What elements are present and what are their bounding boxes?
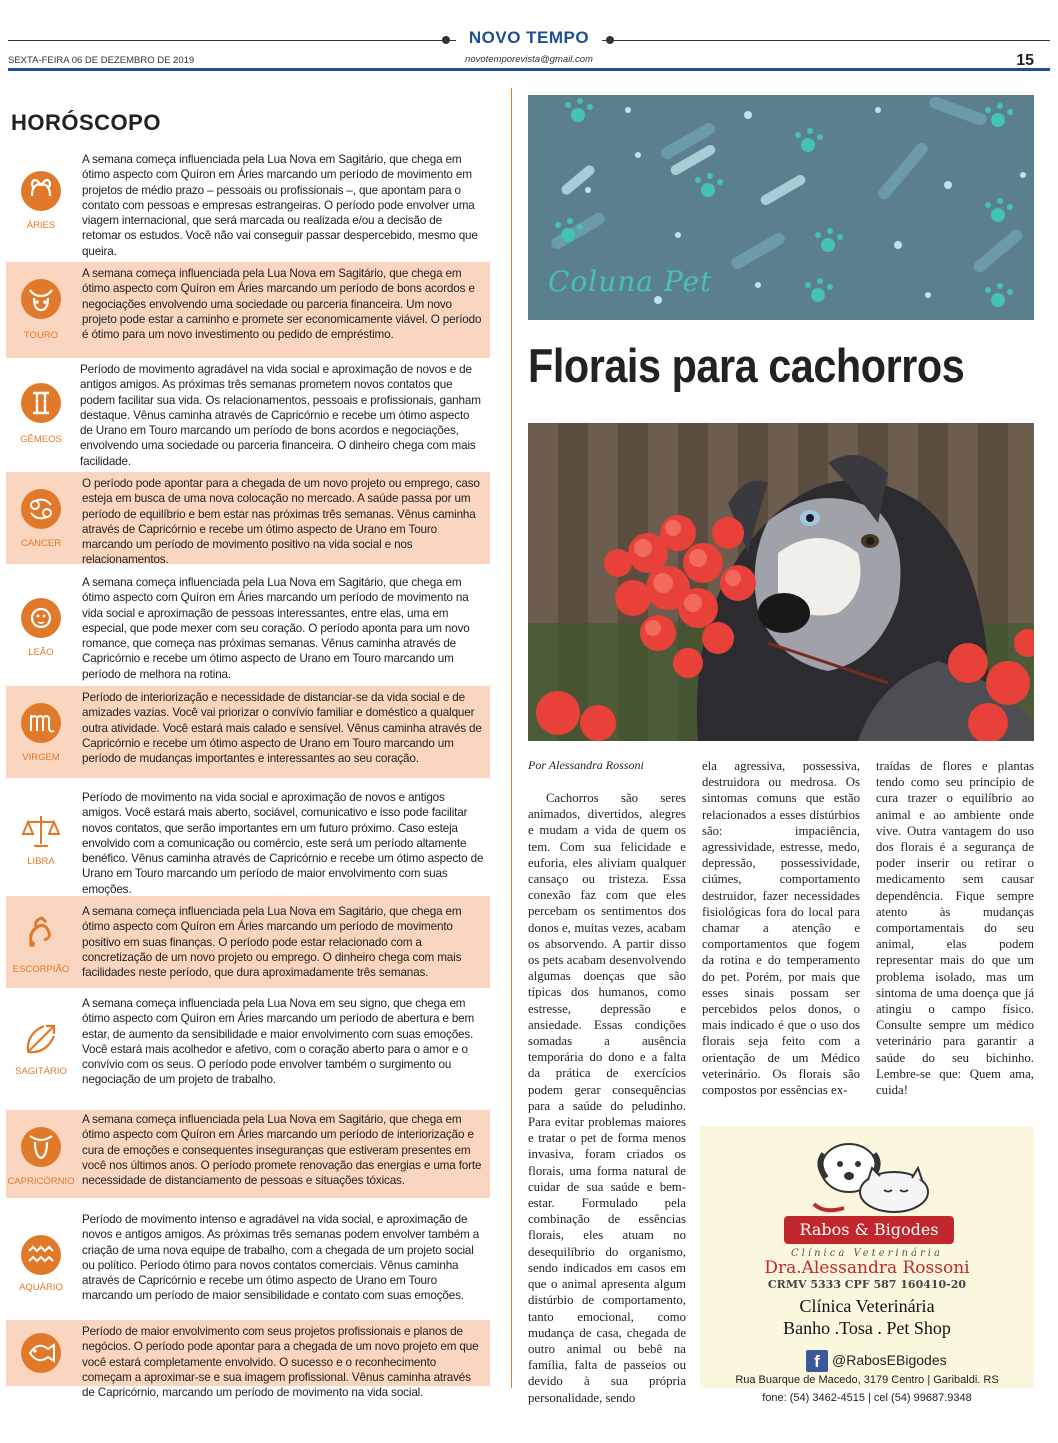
- sign-forecast: A semana começa influenciada pela Lua Nova em Sagitário, que chega em ótimo aspecto com Quíron em Áries marcando um período de bons acordos e negociações envolvendo uma sociedade ou parceria financeira. Um novo projeto pode estar a caminho e promete ser economicamente viável. O período é ótimo para um novo investimento ou pedido de empréstimo.: [82, 267, 482, 342]
- horoscope-sign-sagittarius: [6, 996, 490, 1106]
- horoscope-title: HORÓSCOPO: [11, 110, 161, 135]
- clinic-type: Clínica Veterinária: [799, 1296, 935, 1316]
- clinic-advertisement[interactable]: [700, 1126, 1034, 1404]
- contact-email[interactable]: novotemporevista@gmail.com: [465, 54, 593, 65]
- article-column-2: ela agressiva, possessiva, destruidora ou medrosa. Os sintomas comuns que estão relacionados a esses distúrbios são: impaciência, agressividade, estresse, medo, depressão, possessividade, ciúmes, comportamento destruidor, fazer necessidades fisiológicas fora do local para chamar a atenção e comportamentos que fogem da rotina e do temperamento do pet. Porém, por mais que esses sinais possam ser percebidos pelos donos, o mais indicado é que o uso dos florais seja feito com a orientação de um Médico veterinário. Os florais são compostos por essências ex-: [702, 759, 860, 1098]
- issue-date: SEXTA-FEIRA 06 DE DEZEMBRO DE 2019: [8, 55, 195, 66]
- gemini-icon: [20, 382, 62, 424]
- horoscope-sign-libra: [6, 790, 490, 896]
- sign-forecast: Período de movimento na vida social e aproximação de novos e antigos amigos. Você estará mais aberto, sociável, comunicativo e isso pode facilitar novos contatos, que serão importantes em um futuro próximo. Caso esteja envolvido com a comunicação ou comércio, este será um período altamente benéfico. Vênus caminha através de Capricórnio e recebe um ótimo aspecto de Urano em Touro marcando um período de maior envolvimento com suas emoções.: [82, 791, 484, 896]
- horoscope-sign-pisces: [6, 1320, 490, 1400]
- sign-name: CAPRICÓRNIO: [7, 1176, 75, 1187]
- sign-forecast: A semana começa influenciada pela Lua Nova em seu signo, que chega em ótimo aspecto com Quíron em Áries marcando um período de abertura e bem estar, de aumento da sensibilidade e maior envolvimento com suas emoções. Você estará mais acolhedor e afetivo, com o coração aberto para o amor e o convívio com os seus. O período pode envolver também o surgimento ou negociação de um projeto de trabalho.: [82, 997, 475, 1087]
- leo-icon: [20, 597, 62, 639]
- sign-forecast: A semana começa influenciada pela Lua Nova em Sagitário, que chega em ótimo aspecto com Quíron em Áries marcando um período de movimento em projetos de médio prazo – pessoais ou profissionais –, que apontam para o contato com pessoas e empresas estrangeiras. O período pode envolver uma viagem internacional, que será marcada ou realizada e/ou a decisão de retomar os estudos. Você não vai conseguir passar despercebido, mesmo que queira.: [82, 153, 478, 258]
- scorpio-icon: [20, 912, 62, 954]
- horoscope-sign-aquarius: [6, 1212, 490, 1316]
- sign-name: CANCER: [20, 538, 62, 549]
- sign-name: ESCORPIÃO: [12, 964, 70, 975]
- sign-forecast: A semana começa influenciada pela Lua Nova em Sagitário, que chega em ótimo aspecto com Quíron em Áries marcando um período de movimento na vida social e aproximação de pessoas interessantes, entre elas, uma em especial, que pode mexer com seu coração. O período aponta para um novo romance, que começa nas próximas semanas. Vênus caminha através de Capricórnio e recebe um ótimo aspecto de Urano em Touro marcando um período de melhora na rotina.: [82, 576, 470, 681]
- cancer-icon: [20, 488, 62, 530]
- horoscope-sign-taurus: [6, 262, 490, 358]
- sign-name: TOURO: [23, 330, 59, 341]
- clinic-subtitle: Clínica Veterinária: [791, 1248, 943, 1259]
- horoscope-sign-scorpio: [6, 896, 490, 988]
- facebook-icon[interactable]: f: [806, 1350, 828, 1372]
- clinic-brand: Rabos & Bigodes: [784, 1216, 954, 1244]
- horoscope-sign-aries: [6, 152, 490, 256]
- doctor-name: Dra.Alessandra Rossoni: [764, 1258, 970, 1278]
- clinic-address: Rua Buarque de Macedo, 3179 Centro | Garibaldi. RS: [735, 1374, 999, 1386]
- sign-forecast: Período de maior envolvimento com seus projetos profissionais e planos de negócios. O período pode apontar para a chegada de um novo projeto em que você estará completamente envolvido. O sucesso e o reconhecimento começam a aproximar-se e sua imagem profissional. Vênus caminha através de Capricórnio, marcando um período de movimento na vida social.: [82, 1325, 479, 1400]
- horoscope-sign-virgo: [6, 686, 490, 778]
- page-number: 15: [1016, 52, 1034, 69]
- article-byline: Por Alessandra Rossoni: [528, 758, 644, 772]
- column-divider: [511, 88, 512, 1388]
- article-headline: Florais para cachorros: [528, 339, 965, 392]
- sign-name: SAGITÁRIO: [15, 1066, 67, 1077]
- facebook-handle[interactable]: @RabosEBigodes: [832, 1352, 947, 1368]
- virgo-icon: [20, 702, 62, 744]
- article-column-1: Cachorros são seres animados, divertidos, alegres e mudam a vida de quem os tem. Com sua felicidade e euforia, eles aliviam qualquer cansaço ou tristeza. Essa conexão faz com que eles percebam os sentimentos dos donos e, muitas vezes, acabam os absorvendo. A partir disso os pets acabam desenvolvendo algumas doenças que são típicas dos humanos, como estresse, depressão e ansiedade. Essas condições somadas a ausência temporária do dono e a falta da prática de exercícios podem gerar consequências para a saúde do peludinho. Para evitar problemas maiores e tratar o pet de forma menos invasiva, foram criados os florais, uma forma natural de cuidar de sua saúde e bem-estar. Formulado pela combinação de essências florais, eles atuam no desequilíbrio do organismo, sendo indicados em casos em que o animal apresenta algum distúrbio de comportamento, tanto emocional, como mudança de casa, chegada de outro animal ou bebê na família, falta de passeios ou devido à sua própria personalidade, sendo: [528, 791, 686, 1405]
- horoscope-sign-leo: [6, 575, 490, 679]
- dog-with-flowers-photo: [528, 423, 1034, 741]
- newspaper-brand: NOVO TEMPO: [468, 28, 590, 47]
- libra-icon: [20, 810, 62, 852]
- dog-and-cat-mascot-icon: [804, 1134, 934, 1218]
- aries-icon: [20, 170, 62, 212]
- horoscope-sign-capricorn: [6, 1110, 490, 1198]
- sagittarius-icon: [20, 1018, 62, 1060]
- clinic-phones: fone: (54) 3462-4515 | cel (54) 99687.9348: [762, 1392, 972, 1404]
- sign-name: VIRGEM: [22, 752, 60, 763]
- pet-column-banner: [528, 95, 1034, 320]
- pet-column-title: Coluna Pet: [548, 265, 713, 298]
- sign-forecast: A semana começa influenciada pela Lua Nova em Sagitário, que chega em ótimo aspecto com Quíron em Áries marcando um período de interiorização e cura de emoções e consequentes inseguranças que estiveram presentes em você nos últimos anos. O período promete renovação das energias e uma forte necessidade de distanciamento de pessoas e situações tóxicas.: [82, 1113, 482, 1188]
- article-column-3: traídas de flores e plantas tendo como seu princípio de cura trazer o equilíbrio ao animal e ao ambiente onde vive. Outra vantagem do uso dos florais é a segurança de poder inserir ou retirar o medicamento sem causar dependência. Fique sempre atento às mudanças comportamentais do seu animal, elas podem representar mais do que um problema isolado, mas um sintoma de uma doença que já atingiu o campo físico. Consulte sempre um médico veterinário para garantir a saúde do seu bichinho. Lembre-se que: Quem ama, cuida!: [876, 759, 1034, 1098]
- sign-forecast: O período pode apontar para a chegada de um novo projeto ou emprego, caso esteja em busca de uma nova colocação no mercado. A saúde passa por um período de equilíbrio e bem estar nas próximas três semanas. Vênus caminha através de Capricórnio e recebe um ótimo aspecto de Urano em Touro marcando um período de movimento positivo na vida social e nos relacionamentos.: [82, 477, 480, 567]
- horoscope-sign-cancer: [6, 472, 490, 567]
- sign-forecast: Período de movimento agradável na vida social e aproximação de novos e de antigos amigos. As próximas três semanas prometem novos contatos que podem facilitar sua vida. Os relacionamentos, pessoais e profissionais, ganham destaque. Vênus caminha através de Capricórnio e recebe um ótimo aspecto de Urano em Touro marcando um período de bons acordos e negociações, envolvendo uma sociedade ou parceria financeira. O dinheiro chega com mais facilidade.: [80, 363, 481, 468]
- capricorn-icon: [20, 1126, 62, 1168]
- horoscope-sign-gemini: [6, 362, 490, 466]
- sign-forecast: Período de interiorização e necessidade de distanciar-se da vida social e de amizades vazias. Você vai priorizar o convívio familiar e doméstico a qualquer outra atividade. Você estará mais calado e sensível. Vênus caminha através de Capricórnio e recebe um ótimo aspecto de Urano em Touro marcando um período de mudanças importantes e interessantes ao seu coração.: [82, 691, 482, 766]
- sign-name: LIBRA: [27, 856, 55, 867]
- sign-name: AQUÁRIO: [19, 1282, 63, 1293]
- sign-name: LEÃO: [28, 647, 54, 658]
- pisces-icon: [20, 1332, 62, 1374]
- aquarius-icon: [20, 1234, 62, 1276]
- header-rule-bottom: [8, 68, 1050, 71]
- sign-forecast: Período de movimento intenso e agradável na vida social, e aproximação de novos e antigos amigos. As próximas três semanas podem envolver também a criação de uma nova equipe de trabalho, com a chegada de um projeto social ou político. Período ótimo para novos contatos comerciais. Vênus caminha através de Capricórnio e recebe um ótimo aspecto de Urano em Touro marcando um período de maior sensibilidade e contato com suas emoções.: [82, 1213, 480, 1303]
- taurus-icon: [20, 278, 62, 320]
- sign-forecast: A semana começa influenciada pela Lua Nova em Sagitário, que chega em ótimo aspecto com Quíron em Áries marcando um período de movimento positivo em suas finanças. O período pode estar relacionado com a concretização de um novo projeto ou emprego. O dinheiro chega com mais facilidades neste período, que dura aproximadamente três semanas.: [82, 905, 462, 980]
- sign-name: ÁRIES: [26, 220, 56, 231]
- clinic-services: Banho .Tosa . Pet Shop: [783, 1318, 951, 1338]
- sign-name: GÊMEOS: [20, 434, 62, 445]
- doctor-registration: CRMV 5333 CPF 587 160410-20: [767, 1278, 967, 1291]
